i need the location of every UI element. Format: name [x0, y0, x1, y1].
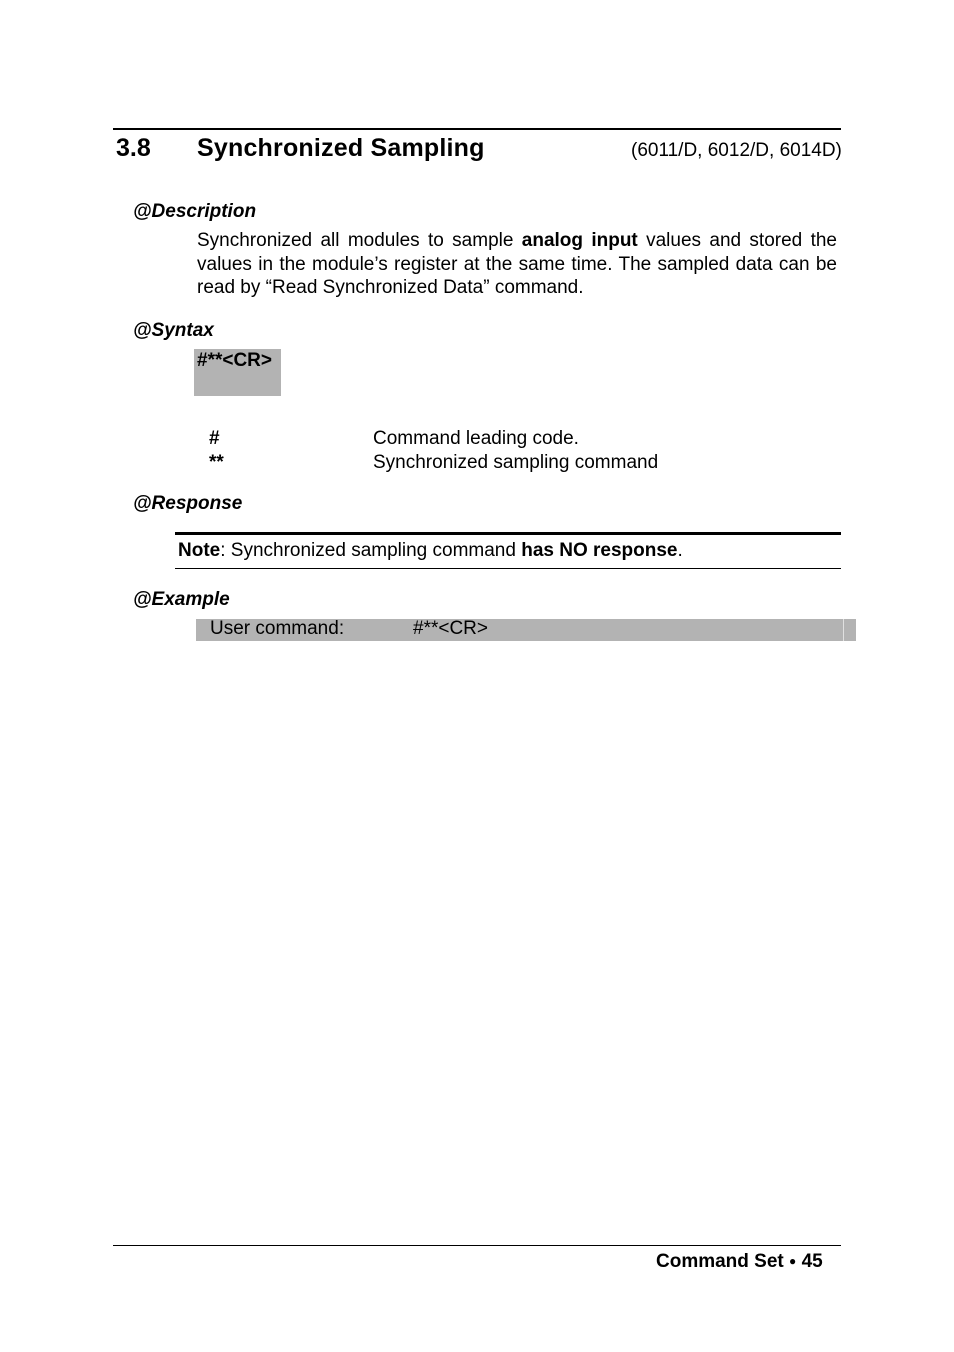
note-top-rule [175, 532, 841, 535]
note-end: . [677, 540, 683, 561]
note-bottom-rule [175, 568, 841, 569]
param-symbol: # [209, 428, 220, 449]
section-models: (6011/D, 6012/D, 6014D) [631, 140, 842, 161]
note-label: Note [178, 540, 221, 561]
response-label: @Response [133, 493, 243, 514]
footer-rule [113, 1245, 841, 1246]
section-number: 3.8 [116, 134, 151, 162]
param-symbol: ** [209, 452, 224, 473]
description-text-before: Synchronized all modules to sample [197, 230, 522, 251]
example-label: @Example [133, 589, 230, 610]
description-text [197, 229, 837, 300]
section-title: Synchronized Sampling [197, 134, 485, 162]
example-user-command-value: #**<CR> [413, 618, 488, 639]
example-bar-divider [843, 619, 844, 641]
example-user-command-label: User command: [210, 618, 345, 639]
syntax-label: @Syntax [133, 320, 214, 341]
footer-bullet-icon: ● [789, 1254, 797, 1268]
syntax-command: #**<CR> [197, 350, 272, 371]
param-description: Synchronized sampling command [373, 452, 659, 473]
note-text: : Synchronized sampling command [220, 540, 522, 561]
description-text-after: values and stored the values in the module’s register at the same time. The sampled data can be read by “Read Synchronized Data” command. [197, 230, 837, 298]
response-note [178, 540, 683, 562]
footer-text: Command Set [656, 1251, 784, 1272]
page-number: 45 [801, 1251, 823, 1272]
note-bold: has NO response [521, 540, 678, 561]
description-text-bold: analog input [521, 230, 638, 251]
section-top-rule [113, 128, 841, 130]
param-description: Command leading code. [373, 428, 579, 449]
page-footer [656, 1251, 823, 1273]
description-label: @Description [133, 201, 257, 222]
